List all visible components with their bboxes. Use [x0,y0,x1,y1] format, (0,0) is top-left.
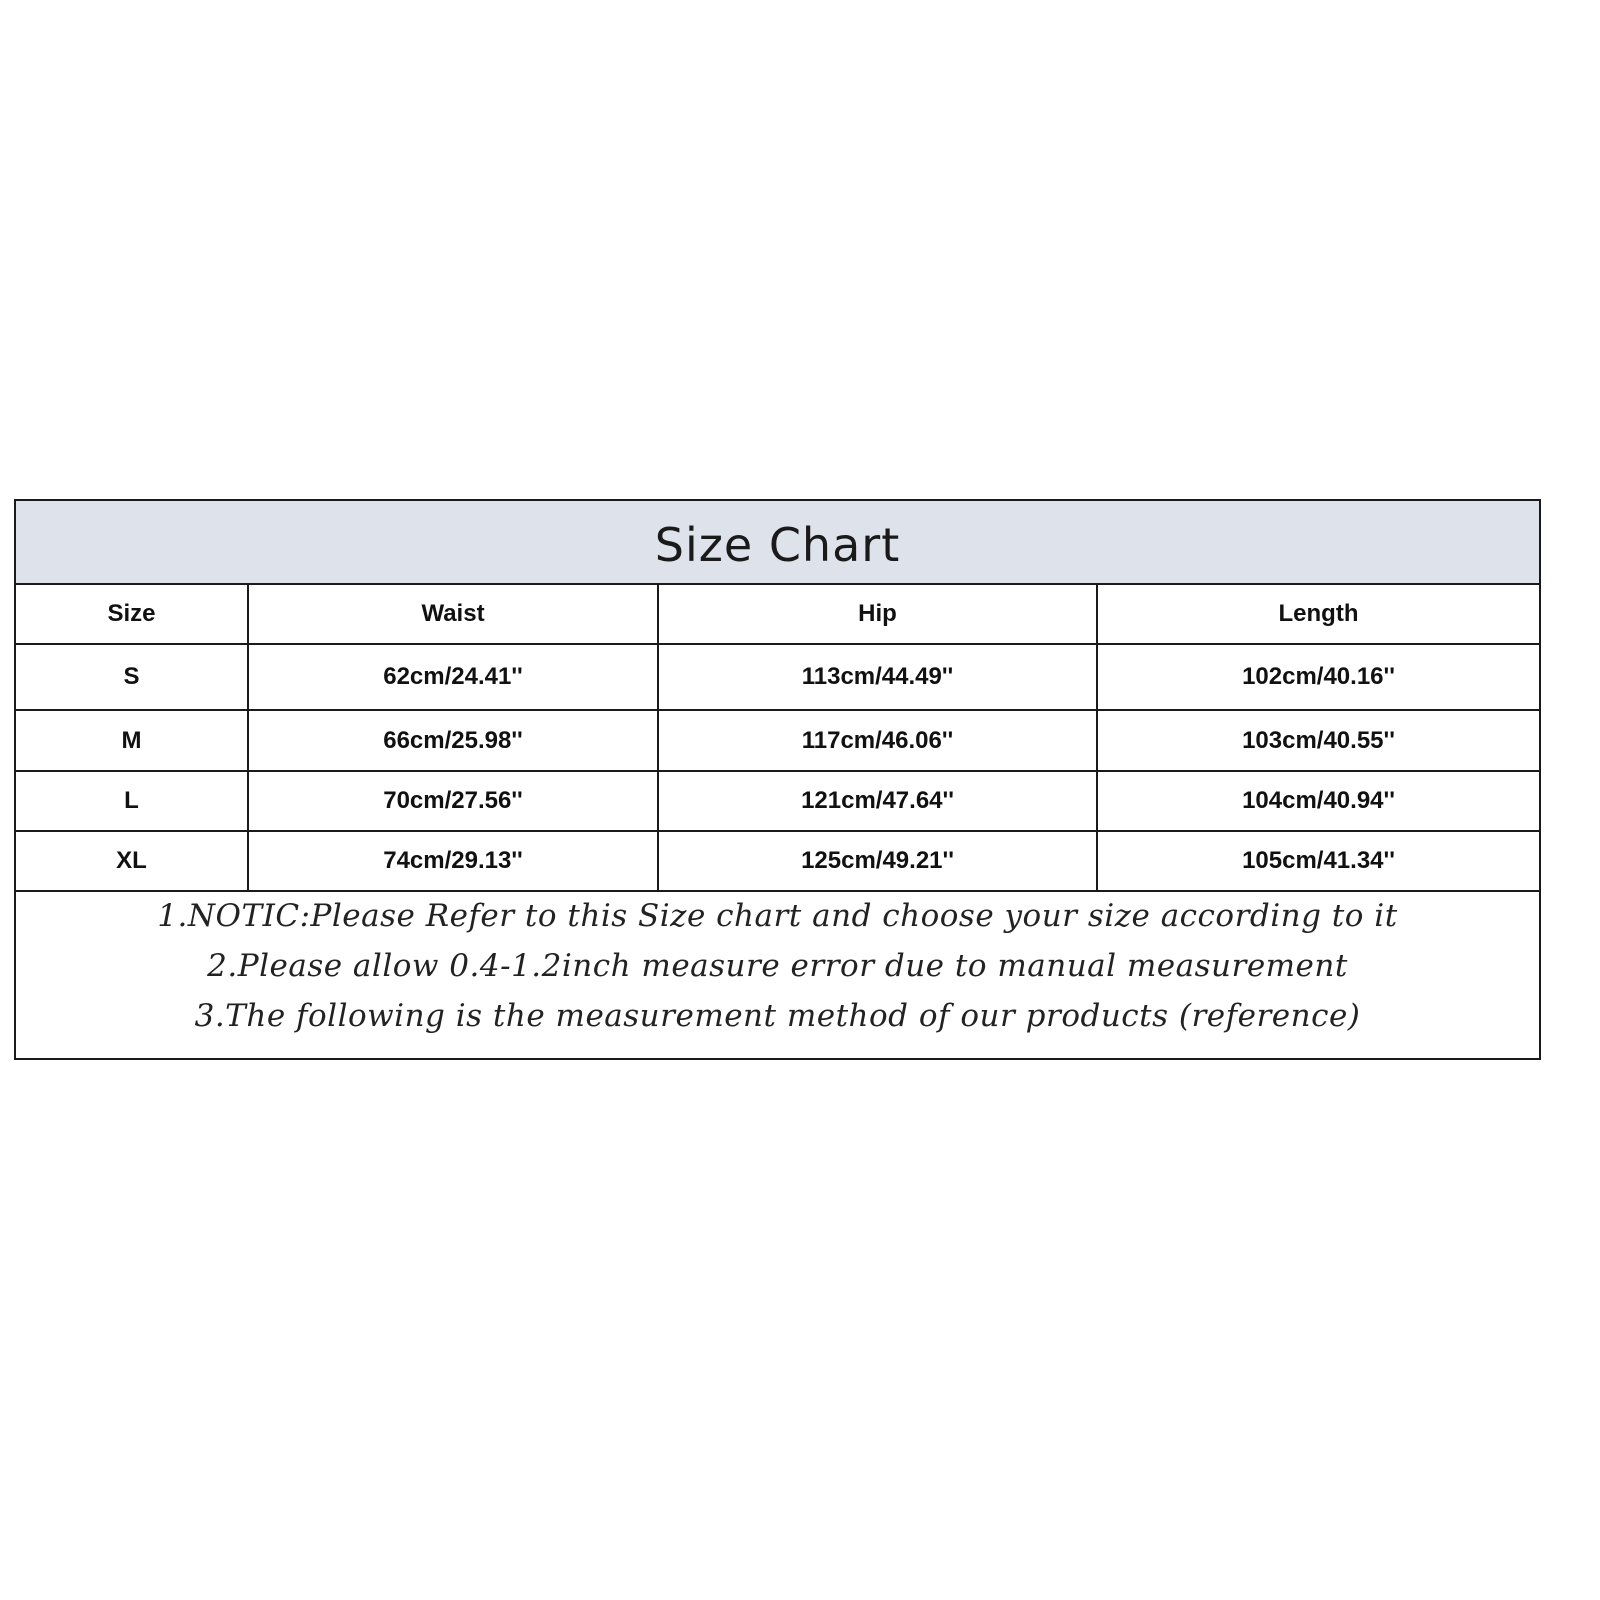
cell-size: L [16,771,248,831]
header-length: Length [1097,585,1539,644]
cell-hip: 113cm/44.49'' [658,644,1097,710]
size-chart [14,499,1541,1060]
cell-waist: 62cm/24.41'' [248,644,658,710]
cell-hip: 121cm/47.64'' [658,771,1097,831]
table-row [16,644,1539,710]
title-bar [16,501,1539,585]
cell-hip: 125cm/49.21'' [658,831,1097,891]
table-header-row [16,585,1539,644]
note-line-1: 1.NOTIC:Please Refer to this Size chart and choose your size according to it [157,898,1398,934]
cell-length: 103cm/40.55'' [1097,710,1539,771]
size-table [16,585,1539,892]
cell-length: 102cm/40.16'' [1097,644,1539,710]
cell-waist: 74cm/29.13'' [248,831,658,891]
cell-length: 105cm/41.34'' [1097,831,1539,891]
table-row [16,710,1539,771]
notes-section [16,891,1539,1041]
header-waist: Waist [248,585,658,644]
cell-size: XL [16,831,248,891]
table-row [16,771,1539,831]
note-line-2: 2.Please allow 0.4-1.2inch measure error due to manual measurement [207,948,1348,984]
cell-waist: 70cm/27.56'' [248,771,658,831]
cell-size: M [16,710,248,771]
cell-size: S [16,644,248,710]
chart-title: Size Chart [654,518,901,572]
cell-waist: 66cm/25.98'' [248,710,658,771]
cell-length: 104cm/40.94'' [1097,771,1539,831]
note-line-3: 3.The following is the measurement method of our products (reference) [194,998,1361,1034]
header-size: Size [16,585,248,644]
table-row [16,831,1539,891]
cell-hip: 117cm/46.06'' [658,710,1097,771]
header-hip: Hip [658,585,1097,644]
